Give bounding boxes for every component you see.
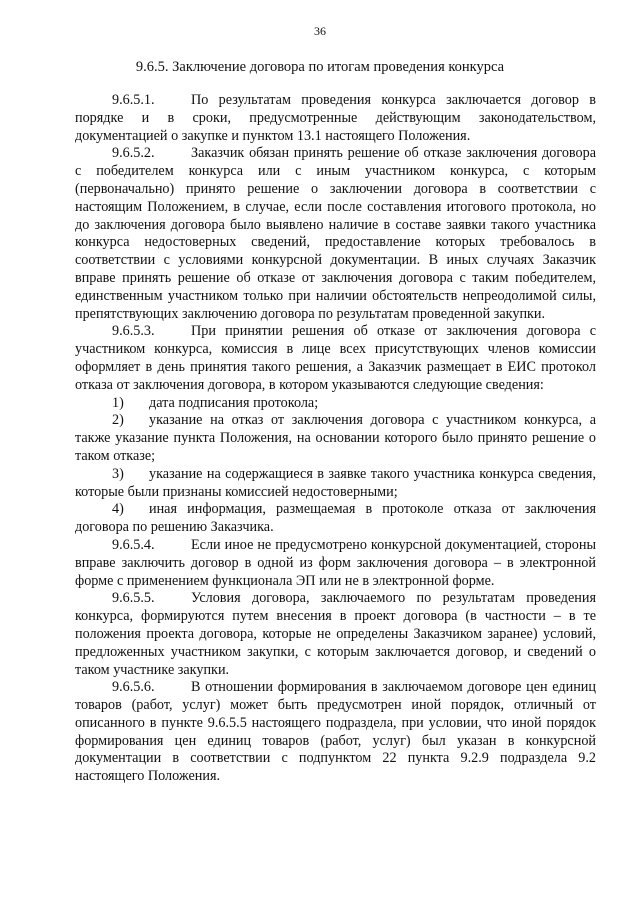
list-item-2 bbox=[75, 412, 596, 465]
section-heading: 9.6.5. Заключение договора по итогам проведения конкурса bbox=[135, 59, 505, 75]
list-item-1 bbox=[75, 395, 596, 413]
page-number: 36 bbox=[314, 24, 326, 38]
list-item-text: дата подписания протокола; bbox=[149, 394, 319, 411]
paragraph-number: 9.6.5.1. bbox=[112, 92, 155, 108]
list-item-text: указание на отказ от заключения договора с участником конкурса, а также указание пункта Положения, на основании которого было принято решение о таком отказе; bbox=[75, 412, 596, 464]
paragraph-text: При принятии решения об отказе от заключения договора с участником конкурса, комиссия в лице всех присутствующих членов комиссии оформляет в день принятия такого решения, а Заказчик размещает в ЕИС протокол отказа от заключения договора, в котором указываются следующие сведения: bbox=[75, 323, 596, 393]
paragraph-9-6-5-1 bbox=[75, 92, 596, 145]
paragraph-text: Если иное не предусмотрено конкурсной документацией, стороны вправе заключить договор в одной из форм заключения договора – в электронной форме с применением функционала ЭП или не в электронной форме. bbox=[75, 536, 596, 589]
paragraph-text: По результатам проведения конкурса заключается договор в порядке и в сроки, предусмотренные действующим законодательством, документацией о закупке и пунктом 13.1 настоящего Положения. bbox=[75, 92, 596, 144]
paragraph-text: Заказчик обязан принять решение об отказе заключения договора с победителем конкурса или с иным участником конкурса, с которым (первоначально) принято решение о заключении договора в соответствии с настоящим Положением, в случае, если после составления итогового протокола, но до заключения договора было выявлено наличие в составе заявки такого участника конкурса недостоверных сведений, предоставление которых требовалось в соответствии с условиями конкурсной документации. В иных случаях Заказчик вправе принять решение об отказе от заключения договора с таким победителем, единственным участником только при наличии обстоятельств непреодолимой силы, препятствующих заключению договора по результатам проведенной закупки. bbox=[75, 145, 596, 322]
paragraph-9-6-5-2 bbox=[75, 145, 596, 323]
list-item-3 bbox=[75, 466, 596, 502]
paragraph-number: 9.6.5.5. bbox=[112, 590, 155, 607]
list-item-number: 4) bbox=[112, 501, 124, 518]
list-item-text: указание на содержащиеся в заявке такого участника конкурса сведения, которые были признаны комиссией недостоверными; bbox=[75, 465, 596, 500]
body-text bbox=[75, 92, 596, 786]
paragraph-text: Условия договора, заключаемого по результатам проведения конкурса, формируются путем внесения в проект договора (в частности – в те положения проекта договора, которые не определены Заказчиком заранее) условий, предложенных участником закупки, с которым заключается договор, и сведений о таком участнике закупки. bbox=[75, 590, 596, 678]
paragraph-text: В отношении формирования в заключаемом договоре цен единиц товаров (работ, услуг) может быть предусмотрен иной порядок, отличный от описанного в пункте 9.6.5.5 настоящего подраздела, при условии, что иной порядок формирования цен единиц товаров (работ, услуг) был указан в конкурсной документации в соответствии с подпунктом 22 пункта 9.2.9 подраздела 9.2 настоящего Положения. bbox=[75, 679, 596, 785]
paragraph-number: 9.6.5.2. bbox=[112, 145, 155, 162]
paragraph-9-6-5-3 bbox=[75, 323, 596, 394]
list-item-number: 1) bbox=[112, 394, 124, 411]
list-item-number: 3) bbox=[112, 465, 124, 482]
paragraph-number: 9.6.5.3. bbox=[112, 323, 155, 340]
list-item-text: иная информация, размещаемая в протоколе отказа от заключения договора по решению Заказчика. bbox=[75, 501, 596, 536]
list-item-number: 2) bbox=[112, 412, 124, 429]
paragraph-9-6-5-5 bbox=[75, 590, 596, 679]
paragraph-9-6-5-6 bbox=[75, 679, 596, 786]
paragraph-9-6-5-4 bbox=[75, 537, 596, 590]
list-item-4 bbox=[75, 501, 596, 537]
paragraph-number: 9.6.5.4. bbox=[112, 536, 155, 553]
paragraph-number: 9.6.5.6. bbox=[112, 679, 155, 696]
